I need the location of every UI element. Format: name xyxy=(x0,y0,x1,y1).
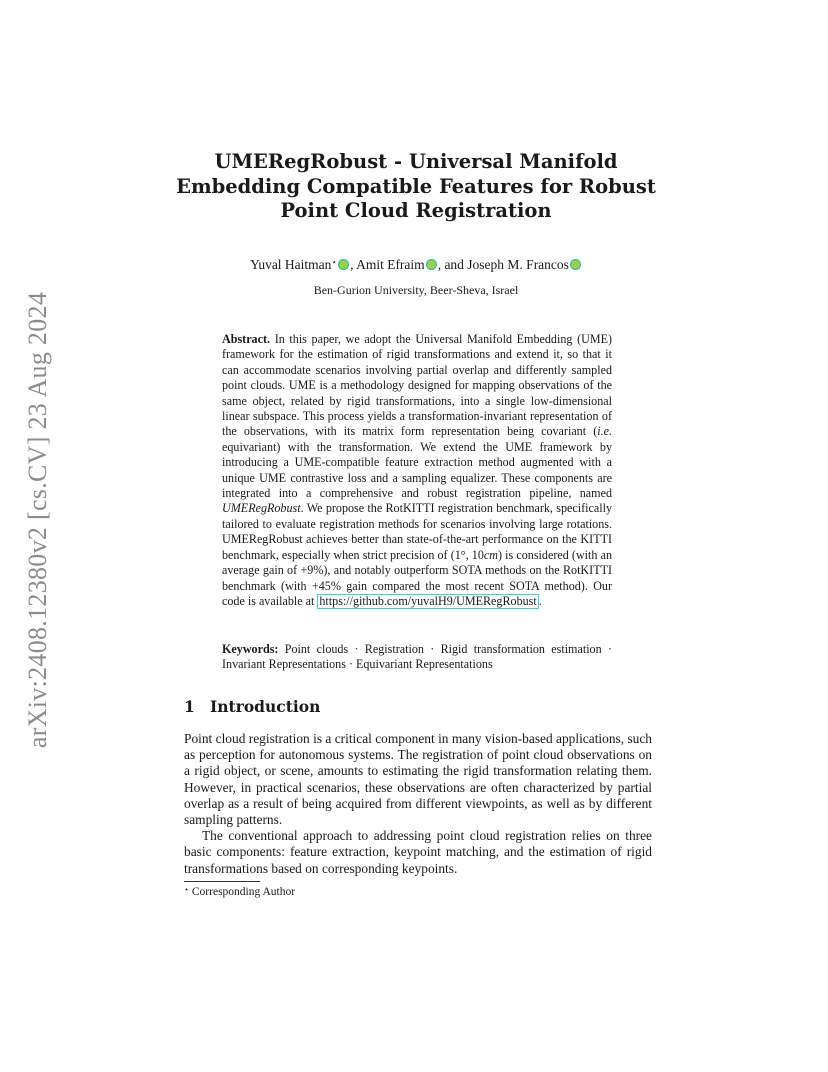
paragraph: Point cloud registration is a critical component in many vision-based applications, such as perception for autonomous systems. The registration of point cloud observations on a rigid object, or scene, amounts to estimating the rigid transformation relating them. However, in practical scenarios, these observations are often characterized by partial overlap as a result of being acquired from different viewpoints, as well as by different sampling patterns. xyxy=(184,731,652,828)
keywords-text: Point clouds · Registration · Rigid transformation estimation · Invariant Representations · Equivariant Representations xyxy=(222,642,612,672)
abstract-text: i.e. xyxy=(597,424,612,439)
abstract-text: cm xyxy=(483,547,499,562)
abstract xyxy=(222,332,612,609)
author-name: , and Joseph M. Francos xyxy=(437,257,569,272)
footnote-mark: ⋆ xyxy=(184,885,190,894)
section-number: 1 xyxy=(184,697,195,716)
section-title: Introduction xyxy=(210,697,321,716)
orcid-icon[interactable] xyxy=(570,259,581,270)
keywords-label: Keywords: xyxy=(222,642,279,656)
body-text xyxy=(184,731,652,877)
orcid-icon[interactable] xyxy=(338,259,349,270)
abstract-text: In this paper, we adopt the Universal Manifold Embedding (UME) framework for the estimation of rigid transformations and extend it, so that it can accommodate scenarios involving partial overlap and differently sampled point clouds. UME is a methodology designed for mapping observations of the same object, related by rigid transformations, into a single low-dimensional linear subspace. This process yields a transformation-invariant representation of the observations, with its matrix form representation being covariant ( xyxy=(222,332,612,439)
code-link[interactable]: https://github.com/yuvalH9/UMERegRobust xyxy=(319,593,537,608)
corresponding-mark: ⋆ xyxy=(331,257,338,267)
footnote xyxy=(184,885,295,898)
footnote-rule xyxy=(184,881,260,882)
paper-title: UMERegRobust - Universal Manifold Embedding Compatible Features for Robust Point Cloud Registration xyxy=(176,150,656,222)
section-heading xyxy=(184,697,320,716)
abstract-label: Abstract. xyxy=(222,332,271,346)
affiliation: Ben-Gurion University, Beer-Sheva, Israel xyxy=(313,283,519,297)
abstract-text: . xyxy=(538,593,542,608)
paragraph: The conventional approach to addressing point cloud registration relies on three basic components: feature extraction, keypoint matching, and the estimation of rigid transformations based on corresponding keypoints. xyxy=(184,828,652,876)
keywords xyxy=(222,642,612,673)
method-name: UMERegRobust xyxy=(222,501,301,516)
author-list xyxy=(170,253,662,274)
footnote-text: Corresponding Author xyxy=(189,886,296,898)
abstract-text: . We propose the RotKITTI registration benchmark, specifically tailored to evaluate registration methods for scenarios involving large rotations. UMERegRobust achieves better than state-of-the-art performance on the KITTI benchmark, especially when strict precision of (1°, 10 xyxy=(222,501,612,562)
author-name: Yuval Haitman xyxy=(250,257,332,272)
author-name: , Amit Efraim xyxy=(350,257,425,272)
abstract-text: ) is considered (with an average gain of +9%), and notably outperform SOTA methods on the RotKITTI benchmark (with +45% gain compared the most recent SOTA method). Our code is available at xyxy=(222,547,613,608)
orcid-icon[interactable] xyxy=(426,259,437,270)
abstract-text: equivariant) with the transformation. We extend the UME framework by introducing a UME-compatible feature extraction method augmented with a unique UME contrastive loss and a sampling equalizer. These components are integrated into a comprehensive and robust registration pipeline, named xyxy=(222,439,612,501)
arxiv-stamp: arXiv:2408.12380v2 [cs.CV] 23 Aug 2024 xyxy=(23,291,52,749)
